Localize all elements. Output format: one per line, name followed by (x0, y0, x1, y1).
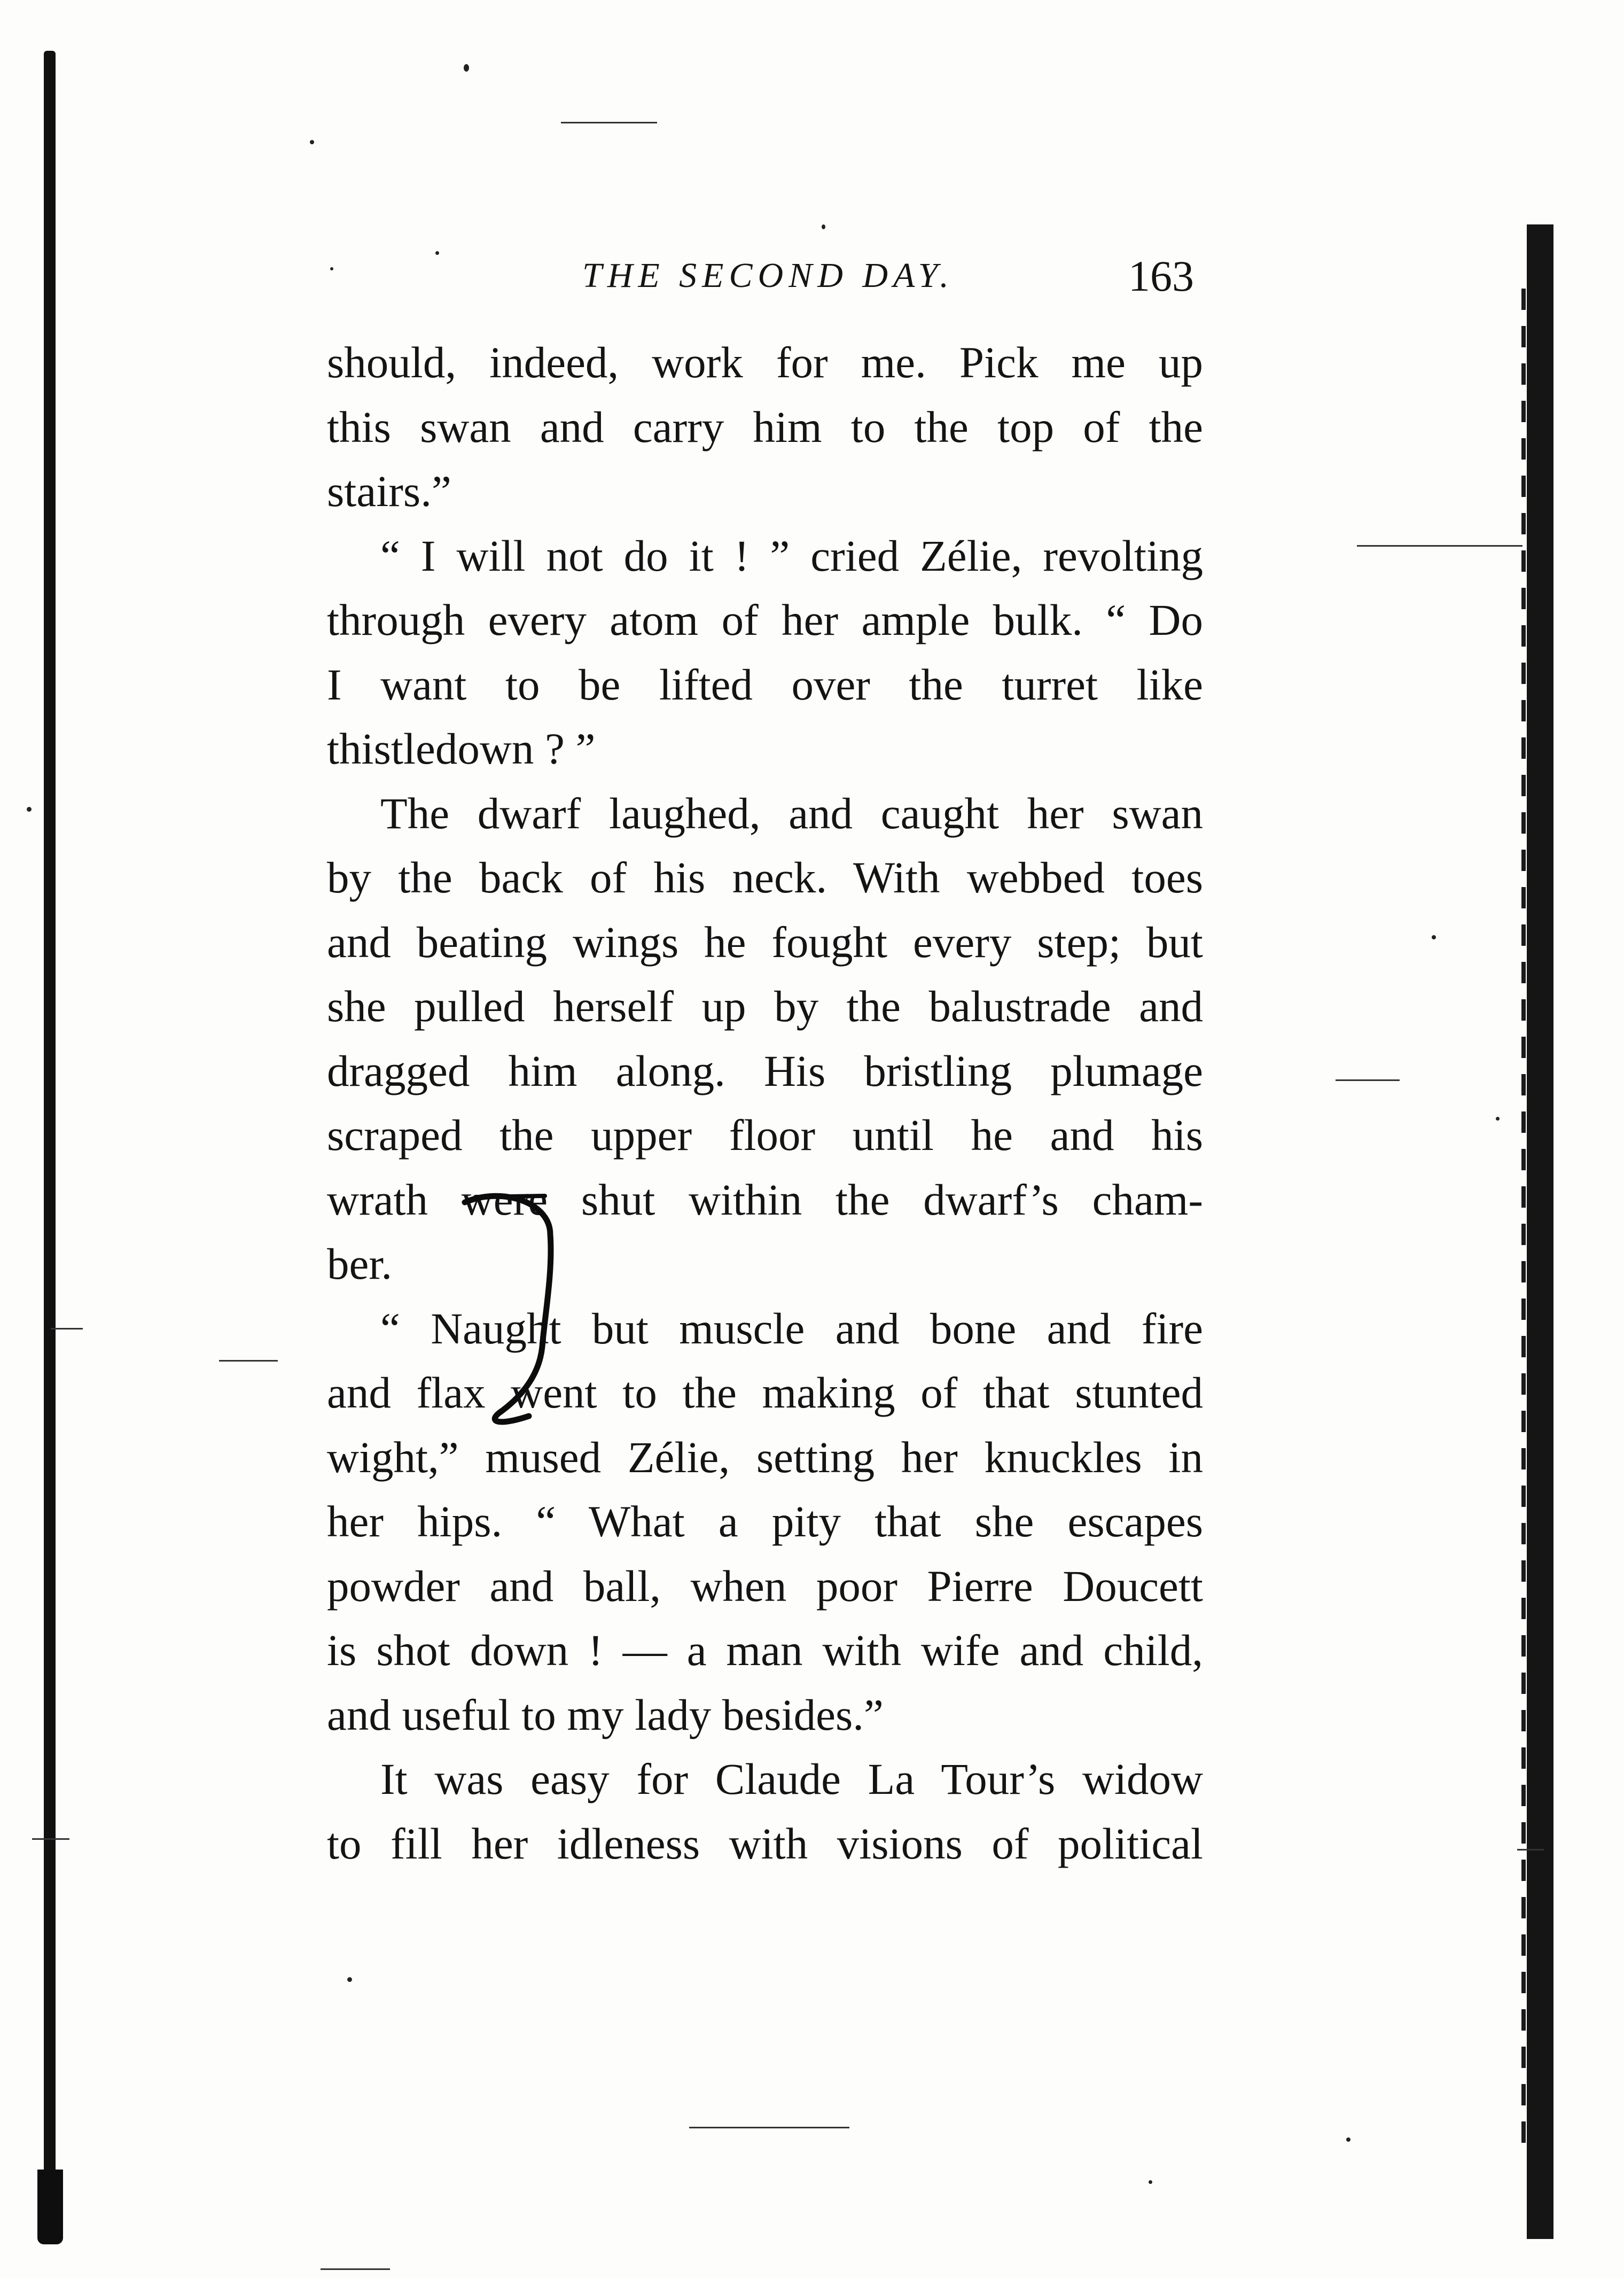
scan-speck (1346, 2137, 1350, 2142)
scan-speck (1149, 2180, 1152, 2184)
scan-speck (347, 1977, 352, 1982)
scan-speck (1496, 1117, 1500, 1121)
page-number: 163 (1128, 252, 1194, 300)
text-line: wrath were shut within the dwarf’s cham- (327, 1175, 1203, 1224)
text-line: dragged him along. His bristling plumage (327, 1046, 1203, 1095)
scan-speck (330, 267, 333, 270)
text-line: It was easy for Claude La Tour’s widow (380, 1754, 1203, 1803)
text-line: she pulled herself up by the balustrade and (327, 982, 1203, 1031)
text-line: by the back of his neck. With webbed toes (327, 853, 1203, 902)
text-line: ber. (327, 1239, 393, 1288)
text-line: stairs.” (327, 467, 451, 516)
text-line: and beating wings he fought every step; but (327, 917, 1203, 967)
scan-dash (51, 1328, 83, 1330)
scan-dash (32, 1838, 69, 1840)
running-head: THE SECOND DAY. (582, 256, 954, 295)
scan-dash (689, 2127, 849, 2128)
text-line: is shot down ! — a man with wife and child, (327, 1626, 1203, 1675)
scan-speck (1432, 935, 1436, 939)
text-line: this swan and carry him to the top of the (327, 402, 1203, 452)
text-line: “ I will not do it ! ” cried Zélie, revolting (380, 531, 1203, 580)
body-text (327, 330, 1203, 1876)
text-line: and useful to my lady besides.” (327, 1690, 884, 1739)
scan-dash (1357, 545, 1522, 547)
text-line: I want to be lifted over the turret like (327, 659, 1203, 709)
text-line: thistledown ? ” (327, 724, 596, 773)
scan-dash (1517, 1849, 1544, 1851)
text-line: “ Naught but muscle and bone and fire (380, 1303, 1203, 1353)
scan-dash (321, 2268, 390, 2270)
text-line: through every atom of her ample bulk. “ Do (327, 595, 1203, 644)
scan-speck (464, 64, 469, 72)
text-line: and flax went to the making of that stunted (327, 1368, 1203, 1417)
scan-dash (1336, 1079, 1400, 1081)
text-line: scraped the upper floor until he and his (327, 1110, 1203, 1160)
handwritten-mark (443, 1192, 582, 1432)
scan-edge-right (1527, 224, 1553, 2239)
scan-speck (822, 224, 825, 229)
scan-edge-left-foot (37, 2170, 63, 2244)
text-line: wight,” mused Zélie, setting her knuckles in (327, 1432, 1203, 1482)
text-line: to fill her idleness with visions of political (327, 1818, 1203, 1868)
scan-dash (561, 122, 657, 123)
text-line: her hips. “ What a pity that she escapes (327, 1497, 1203, 1546)
scan-speck (310, 140, 314, 144)
text-line: The dwarf laughed, and caught her swan (380, 788, 1203, 838)
text-line: should, indeed, work for me. Pick me up (327, 338, 1203, 387)
scan-speck (27, 807, 32, 812)
text-line: powder and ball, when poor Pierre Doucett (327, 1561, 1203, 1611)
scan-dash (219, 1360, 278, 1362)
scan-edge-left (44, 51, 56, 2226)
scan-speck (435, 251, 439, 255)
